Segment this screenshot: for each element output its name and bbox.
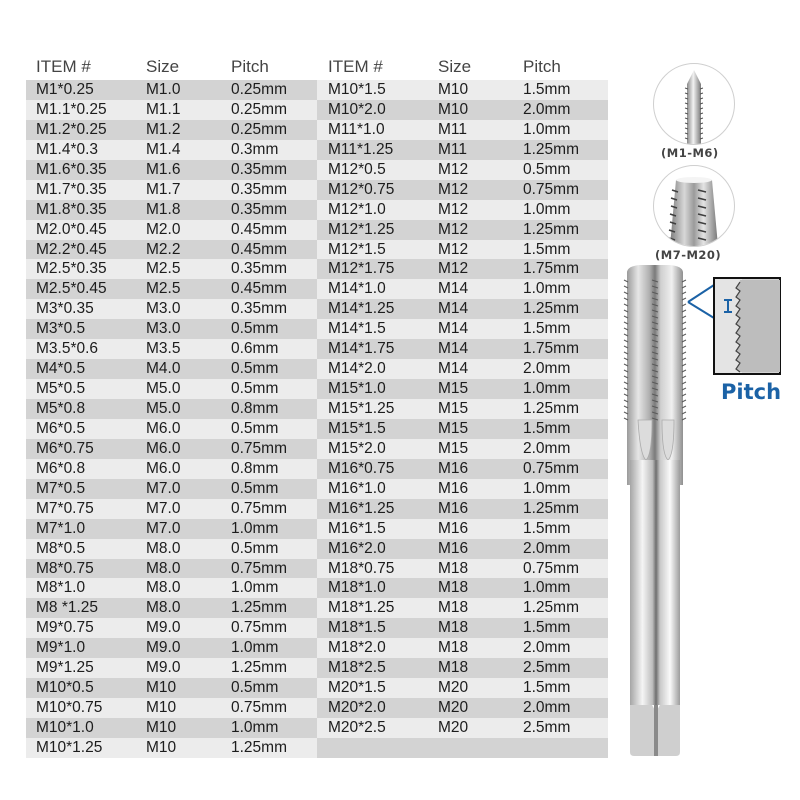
cell-pitch: 1.75mm	[523, 260, 579, 278]
cell-size: M9.0	[146, 639, 181, 657]
cell-item: M7*0.75	[36, 499, 94, 517]
cell-pitch: 1.0mm	[523, 280, 571, 298]
tap-tip-large-icon	[654, 166, 734, 246]
tap-tip-large-caption: (M7-M20)	[655, 248, 722, 262]
cell-item: M9*1.0	[36, 639, 86, 657]
table-row	[317, 718, 608, 738]
cell-item: M14*2.0	[328, 360, 386, 378]
cell-item: M11*1.25	[328, 140, 394, 158]
table-row	[26, 618, 318, 638]
cell-item: M16*1.0	[328, 479, 386, 497]
cell-item: M12*1.75	[328, 260, 395, 278]
cell-pitch: 0.75mm	[523, 559, 579, 577]
cell-size: M12	[438, 240, 469, 258]
cell-item: M5*0.8	[36, 400, 86, 417]
table-row	[26, 359, 318, 379]
cell-pitch: 1.0mm	[523, 579, 571, 597]
table-row	[317, 698, 608, 718]
cell-item: M14*1.25	[328, 300, 395, 318]
cell-pitch: 1.25mm	[231, 738, 287, 756]
cell-size: M9.0	[146, 619, 181, 637]
table-row	[26, 738, 318, 758]
cell-pitch: 0.75mm	[523, 180, 579, 198]
cell-item: M15*1.25	[328, 400, 395, 417]
cell-item: M10*1.5	[328, 81, 386, 98]
table-row	[26, 479, 318, 499]
cell-pitch: 1.5mm	[523, 519, 571, 537]
table-row	[26, 459, 318, 479]
cell-item: M7*0.5	[36, 479, 86, 497]
table-row	[26, 718, 318, 738]
cell-size: M7.0	[146, 479, 181, 497]
cell-item: M6*0.75	[36, 439, 94, 457]
cell-size: M2.5	[146, 260, 181, 278]
table-row	[317, 279, 608, 299]
table-row	[317, 120, 608, 140]
pitch-label: Pitch	[721, 380, 782, 404]
cell-item: M8 *1.25	[36, 599, 99, 617]
cell-size: M2.5	[146, 280, 181, 298]
thread-spec-table-right	[317, 55, 608, 758]
cell-pitch: 2.0mm	[523, 539, 571, 557]
table-row	[317, 299, 608, 319]
cell-item: M7*1.0	[36, 519, 86, 537]
cell-size: M20	[438, 699, 469, 717]
cell-item: M16*1.5	[328, 519, 386, 537]
table-row	[26, 200, 318, 220]
cell-size: M7.0	[146, 499, 181, 517]
cell-size: M15	[438, 400, 469, 417]
cell-item: M3*0.5	[36, 320, 86, 338]
table-row	[26, 180, 318, 200]
cell-size: M16	[438, 499, 469, 517]
table-row	[26, 658, 318, 678]
cell-pitch: 2.5mm	[523, 659, 571, 677]
cell-size: M8.0	[146, 539, 181, 557]
cell-item: M2.5*0.35	[36, 260, 107, 278]
table-row	[317, 140, 608, 160]
tap-tip-small-image	[653, 63, 735, 145]
cell-item: M16*2.0	[328, 539, 386, 557]
cell-item: M8*0.5	[36, 539, 86, 557]
cell-pitch: 0.5mm	[523, 160, 571, 178]
cell-item: M6*0.8	[36, 459, 86, 477]
table-row	[26, 319, 318, 339]
cell-item: M12*1.25	[328, 220, 395, 238]
table-row	[26, 120, 318, 140]
cell-pitch: 1.25mm	[523, 220, 579, 238]
table-header	[317, 55, 608, 80]
table-row	[26, 638, 318, 658]
cell-size: M11	[438, 140, 468, 158]
table-row	[26, 499, 318, 519]
cell-pitch: 0.3mm	[231, 140, 279, 158]
table-row	[317, 499, 608, 519]
cell-item: M14*1.75	[328, 340, 395, 358]
cell-size: M14	[438, 340, 469, 358]
table-row	[317, 598, 608, 618]
cell-size: M6.0	[146, 459, 181, 477]
table-row	[317, 259, 608, 279]
cell-pitch: 0.8mm	[231, 459, 279, 477]
cell-item: M15*1.0	[328, 380, 386, 398]
tap-tip-small-caption: (M1-M6)	[661, 146, 719, 160]
cell-size: M12	[438, 180, 469, 198]
cell-size: M8.0	[146, 559, 181, 577]
table-row	[26, 220, 318, 240]
cell-item: M14*1.5	[328, 320, 386, 338]
cell-pitch: 0.8mm	[231, 400, 279, 417]
cell-pitch: 1.0mm	[231, 579, 279, 597]
cell-size: M12	[438, 260, 469, 278]
cell-item: M1.4*0.3	[36, 140, 99, 158]
cell-size: M14	[438, 280, 469, 298]
table-row	[317, 519, 608, 539]
cell-item: M18*0.75	[328, 559, 395, 577]
cell-size: M6.0	[146, 439, 181, 457]
cell-size: M8.0	[146, 579, 181, 597]
cell-pitch: 0.35mm	[231, 180, 287, 198]
table-row	[26, 519, 318, 539]
table-row	[317, 539, 608, 559]
cell-item: M18*1.5	[328, 619, 386, 637]
table-row	[26, 240, 318, 260]
cell-pitch: 2.5mm	[523, 719, 571, 736]
cell-size: M15	[438, 439, 469, 457]
cell-pitch: 1.25mm	[523, 499, 579, 517]
cell-size: M20	[438, 679, 469, 697]
cell-pitch: 0.35mm	[231, 300, 287, 318]
cell-pitch: 0.5mm	[231, 539, 279, 557]
table-row	[26, 80, 318, 100]
header-size: Size	[146, 57, 180, 76]
cell-pitch: 1.25mm	[523, 400, 579, 417]
cell-pitch: 0.35mm	[231, 260, 287, 278]
tap-tip-large-image	[653, 165, 735, 247]
cell-item: M2.2*0.45	[36, 240, 107, 258]
cell-size: M1.6	[146, 160, 181, 178]
cell-pitch: 2.0mm	[523, 100, 571, 118]
table-row	[26, 160, 318, 180]
table-row	[26, 419, 318, 439]
header-item: ITEM #	[328, 57, 383, 76]
cell-pitch: 0.5mm	[231, 479, 279, 497]
cell-pitch: 0.25mm	[231, 81, 287, 98]
thread-spec-table-left	[26, 55, 318, 758]
cell-item: M4*0.5	[36, 360, 86, 378]
cell-size: M20	[438, 719, 469, 736]
table-row	[317, 439, 608, 459]
cell-item: M5*0.5	[36, 380, 86, 398]
cell-pitch: 1.25mm	[523, 140, 579, 158]
cell-item: M1.7*0.35	[36, 180, 107, 198]
table-row	[317, 638, 608, 658]
cell-size: M2.0	[146, 220, 181, 238]
table-row	[26, 399, 318, 419]
cell-item: M15*1.5	[328, 419, 386, 437]
cell-item: M12*1.5	[328, 240, 386, 258]
cell-item: M10*0.75	[36, 699, 103, 717]
cell-pitch: 1.0mm	[523, 380, 571, 398]
cell-pitch: 1.25mm	[523, 599, 579, 617]
cell-size: M12	[438, 220, 469, 238]
cell-size: M14	[438, 300, 469, 318]
header-pitch: Pitch	[523, 57, 561, 76]
cell-pitch: 0.5mm	[231, 380, 279, 398]
cell-pitch: 1.0mm	[231, 719, 279, 736]
cell-item: M10*0.5	[36, 679, 94, 697]
cell-item: M3*0.35	[36, 300, 94, 318]
cell-item: M20*2.5	[328, 719, 386, 736]
table-row	[317, 738, 608, 758]
cell-size: M4.0	[146, 360, 181, 378]
table-row	[317, 419, 608, 439]
table-row	[317, 200, 608, 220]
cell-pitch: 0.45mm	[231, 280, 287, 298]
table-row	[317, 658, 608, 678]
cell-item: M10*2.0	[328, 100, 386, 118]
cell-item: M10*1.0	[36, 719, 94, 736]
cell-size: M18	[438, 599, 469, 617]
cell-pitch: 0.75mm	[231, 619, 287, 637]
cell-size: M18	[438, 639, 469, 657]
table-row	[26, 279, 318, 299]
cell-size: M16	[438, 519, 469, 537]
cell-pitch: 1.5mm	[523, 81, 571, 98]
table-row	[317, 479, 608, 499]
cell-size: M15	[438, 380, 469, 398]
table-row	[317, 240, 608, 260]
cell-size: M12	[438, 160, 469, 178]
table-row	[317, 220, 608, 240]
cell-size: M18	[438, 559, 469, 577]
table-row	[317, 160, 608, 180]
table-row	[26, 698, 318, 718]
table-row	[317, 379, 608, 399]
table-row	[26, 299, 318, 319]
cell-pitch: 0.25mm	[231, 120, 287, 138]
cell-item: M18*2.5	[328, 659, 386, 677]
cell-size: M1.7	[146, 180, 181, 198]
cell-size: M7.0	[146, 519, 181, 537]
table-row	[317, 618, 608, 638]
table-row	[26, 259, 318, 279]
cell-size: M10	[438, 100, 469, 118]
tap-tip-small-icon	[654, 64, 734, 144]
cell-item: M12*0.75	[328, 180, 395, 198]
cell-pitch: 2.0mm	[523, 439, 571, 457]
cell-item: M11*1.0	[328, 120, 385, 138]
cell-size: M11	[438, 120, 468, 138]
table-row	[317, 319, 608, 339]
cell-item: M2.0*0.45	[36, 220, 107, 238]
table-row	[317, 339, 608, 359]
cell-item: M18*2.0	[328, 639, 386, 657]
cell-pitch: 0.75mm	[231, 499, 287, 517]
cell-pitch: 1.0mm	[523, 120, 571, 138]
cell-size: M6.0	[146, 419, 181, 437]
cell-size: M18	[438, 619, 469, 637]
cell-size: M16	[438, 459, 469, 477]
cell-item: M3.5*0.6	[36, 340, 99, 358]
header-size: Size	[438, 57, 472, 76]
cell-size: M18	[438, 579, 469, 597]
cell-item: M18*1.0	[328, 579, 386, 597]
table-row	[26, 598, 318, 618]
cell-item: M1*0.25	[36, 81, 94, 98]
table-body	[26, 80, 318, 758]
cell-size: M3.0	[146, 300, 181, 318]
cell-item: M6*0.5	[36, 419, 86, 437]
cell-pitch: 1.5mm	[523, 619, 571, 637]
cell-pitch: 0.35mm	[231, 200, 287, 218]
cell-item: M1.8*0.35	[36, 200, 107, 218]
cell-size: M16	[438, 539, 469, 557]
cell-pitch: 0.5mm	[231, 419, 279, 437]
cell-item: M8*0.75	[36, 559, 94, 577]
cell-size: M5.0	[146, 400, 181, 417]
cell-size: M2.2	[146, 240, 181, 258]
cell-item: M1.2*0.25	[36, 120, 107, 138]
cell-size: M10	[146, 719, 177, 736]
cell-size: M10	[438, 81, 469, 98]
cell-pitch: 1.0mm	[523, 200, 571, 218]
cell-size: M3.5	[146, 340, 181, 358]
cell-item: M20*2.0	[328, 699, 386, 717]
cell-size: M10	[146, 699, 177, 717]
table-row	[317, 678, 608, 698]
cell-item: M1.1*0.25	[36, 100, 107, 118]
cell-pitch: 0.5mm	[231, 320, 279, 338]
table-row	[317, 100, 608, 120]
table-body	[317, 80, 608, 758]
table-row	[317, 559, 608, 579]
cell-pitch: 1.0mm	[231, 519, 279, 537]
cell-pitch: 2.0mm	[523, 699, 571, 717]
table-row	[26, 678, 318, 698]
cell-pitch: 1.5mm	[523, 320, 571, 338]
cell-size: M18	[438, 659, 469, 677]
cell-pitch: 1.0mm	[523, 479, 571, 497]
table-row	[317, 399, 608, 419]
header-pitch: Pitch	[231, 57, 269, 76]
cell-pitch: 2.0mm	[523, 639, 571, 657]
cell-item: M2.5*0.45	[36, 280, 107, 298]
cell-size: M15	[438, 419, 469, 437]
table-row	[317, 459, 608, 479]
table-row	[26, 559, 318, 579]
cell-item: M14*1.0	[328, 280, 386, 298]
cell-item: M9*1.25	[36, 659, 94, 677]
cell-size: M1.0	[146, 81, 181, 98]
cell-item: M9*0.75	[36, 619, 94, 637]
cell-pitch: 1.75mm	[523, 340, 579, 358]
cell-item: M15*2.0	[328, 439, 386, 457]
table-row	[317, 578, 608, 598]
cell-pitch: 1.0mm	[231, 639, 279, 657]
cell-pitch: 0.25mm	[231, 100, 287, 118]
cell-pitch: 2.0mm	[523, 360, 571, 378]
cell-item: M10*1.25	[36, 738, 103, 756]
tap-body-image	[610, 260, 800, 770]
cell-pitch: 0.75mm	[231, 699, 287, 717]
cell-size: M14	[438, 320, 469, 338]
table-row	[26, 439, 318, 459]
cell-item: M20*1.5	[328, 679, 386, 697]
table-row	[26, 578, 318, 598]
cell-pitch: 1.25mm	[231, 599, 287, 617]
cell-pitch: 1.5mm	[523, 679, 571, 697]
cell-size: M8.0	[146, 599, 181, 617]
cell-pitch: 0.35mm	[231, 160, 287, 178]
cell-pitch: 1.5mm	[523, 240, 571, 258]
table-row	[317, 80, 608, 100]
cell-size: M16	[438, 479, 469, 497]
cell-pitch: 0.5mm	[231, 679, 279, 697]
header-item: ITEM #	[36, 57, 91, 76]
table-row	[26, 539, 318, 559]
cell-item: M12*1.0	[328, 200, 386, 218]
table-row	[26, 140, 318, 160]
cell-pitch: 0.75mm	[523, 459, 579, 477]
table-row	[317, 180, 608, 200]
cell-size: M10	[146, 679, 177, 697]
cell-item: M16*0.75	[328, 459, 395, 477]
cell-size: M5.0	[146, 380, 181, 398]
cell-item: M8*1.0	[36, 579, 86, 597]
table-row	[317, 359, 608, 379]
cell-size: M1.1	[146, 100, 181, 118]
cell-pitch: 0.45mm	[231, 240, 287, 258]
cell-pitch: 0.45mm	[231, 220, 287, 238]
cell-pitch: 1.25mm	[231, 659, 287, 677]
cell-size: M14	[438, 360, 469, 378]
cell-item: M1.6*0.35	[36, 160, 107, 178]
cell-pitch: 0.5mm	[231, 360, 279, 378]
cell-pitch: 0.6mm	[231, 340, 279, 358]
cell-pitch: 0.75mm	[231, 439, 287, 457]
cell-item: M18*1.25	[328, 599, 395, 617]
cell-size: M1.4	[146, 140, 181, 158]
cell-size: M9.0	[146, 659, 181, 677]
table-row	[26, 379, 318, 399]
cell-item: M16*1.25	[328, 499, 395, 517]
cell-size: M1.2	[146, 120, 181, 138]
table-row	[26, 339, 318, 359]
cell-size: M3.0	[146, 320, 181, 338]
cell-pitch: 1.5mm	[523, 419, 571, 437]
tap-illustration	[610, 55, 800, 775]
cell-pitch: 1.25mm	[523, 300, 579, 318]
cell-size: M12	[438, 200, 469, 218]
cell-pitch: 0.75mm	[231, 559, 287, 577]
table-header	[26, 55, 318, 80]
cell-size: M10	[146, 738, 177, 756]
cell-item: M12*0.5	[328, 160, 386, 178]
table-row	[26, 100, 318, 120]
cell-size: M1.8	[146, 200, 181, 218]
